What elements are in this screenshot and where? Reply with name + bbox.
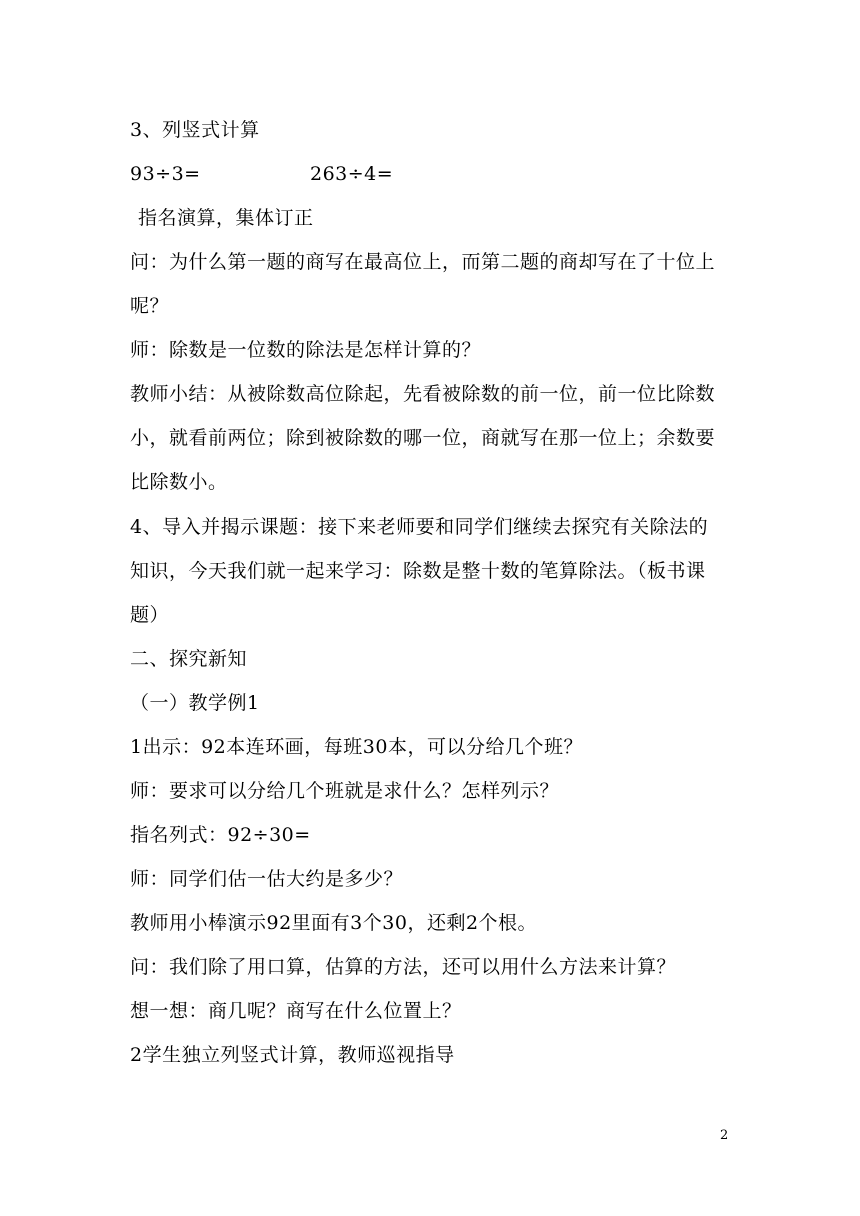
heading-vertical-calculation: 3、列竖式计算 bbox=[130, 119, 260, 141]
question-line-cont: 呢？ bbox=[130, 295, 170, 317]
teacher-question-line: 师：除数是一位数的除法是怎样计算的？ bbox=[130, 339, 482, 361]
intro-line-2: 知识，今天我们就一起来学习：除数是整十数的笔算除法。（板书课 bbox=[130, 560, 706, 582]
estimate-line: 师：同学们估一估大约是多少？ bbox=[130, 868, 404, 890]
independent-work-line: 2学生独立列竖式计算，教师巡视指导 bbox=[130, 1044, 455, 1066]
teacher-question-2: 师：要求可以分给几个班就是求什么？怎样列示？ bbox=[130, 780, 560, 802]
equation-line: 指名列式：92÷30= bbox=[130, 824, 311, 846]
summary-line-1: 教师小结：从被除数高位除起，先看被除数的前一位，前一位比除数 bbox=[130, 383, 716, 405]
think-line: 想一想：商几呢？商写在什么位置上？ bbox=[130, 1000, 462, 1022]
instruction-line: 指名演算，集体订正 bbox=[138, 207, 314, 229]
exercise-2: 263÷4= bbox=[310, 163, 394, 185]
demonstration-line: 教师用小棒演示92里面有3个30，还剩2个根。 bbox=[130, 912, 538, 934]
summary-line-2: 小，就看前两位；除到被除数的哪一位，商就写在那一位上；余数要 bbox=[130, 427, 716, 449]
method-question-line: 问：我们除了用口算，估算的方法，还可以用什么方法来计算？ bbox=[130, 956, 677, 978]
exercise-1: 93÷3= bbox=[130, 163, 201, 185]
question-line: 问：为什么第一题的商写在最高位上，而第二题的商却写在了十位上 bbox=[130, 251, 716, 273]
section-heading: 二、探究新知 bbox=[130, 648, 248, 670]
page-number: 2 bbox=[720, 1128, 729, 1143]
subsection-heading: （一）教学例1 bbox=[130, 692, 260, 714]
example-line: 1出示：92本连环画，每班30本，可以分给几个班？ bbox=[130, 736, 583, 758]
exercise-row bbox=[130, 162, 735, 186]
summary-line-3: 比除数小。 bbox=[130, 471, 228, 493]
intro-line-3: 题） bbox=[130, 604, 170, 626]
intro-line-1: 4、导入并揭示课题：接下来老师要和同学们继续去探究有关除法的 bbox=[130, 516, 709, 538]
